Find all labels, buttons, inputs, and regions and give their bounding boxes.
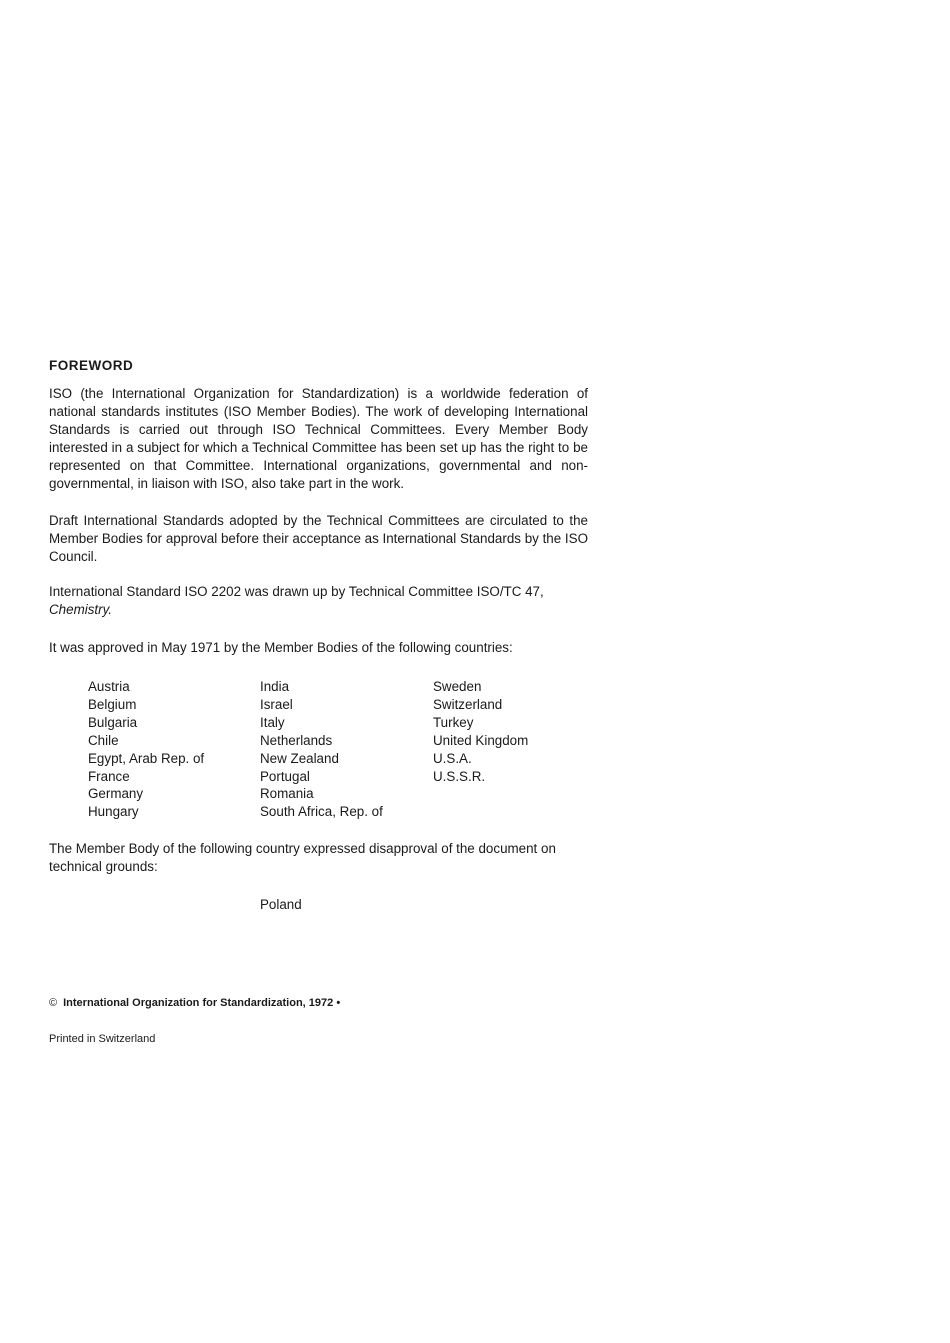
foreword-paragraph-technical-committee xyxy=(49,583,588,619)
copyright-notice xyxy=(49,997,340,1009)
country-item: Switzerland xyxy=(433,696,503,712)
country-item: Israel xyxy=(260,696,293,712)
country-item: India xyxy=(260,679,290,694)
copyright-symbol: © xyxy=(49,997,58,1009)
committee-name: Chemistry. xyxy=(49,601,112,617)
country-item: Portugal xyxy=(260,768,310,784)
country-item: Italy xyxy=(260,714,285,730)
foreword-paragraph-disapproval: The Member Body of the following country expressed disapproval of the document on technical grounds: xyxy=(49,841,556,874)
countries-column-3 xyxy=(433,678,528,785)
country-item: Chile xyxy=(88,732,119,748)
printed-location: Printed in Switzerland xyxy=(49,1033,156,1045)
country-item: Turkey xyxy=(433,714,474,730)
countries-column-2 xyxy=(260,678,383,821)
country-item: Austria xyxy=(88,679,130,694)
disapproving-country: Poland xyxy=(260,897,302,912)
country-item: France xyxy=(88,768,130,784)
foreword-heading: FOREWORD xyxy=(49,358,134,373)
country-item: Hungary xyxy=(88,804,139,820)
foreword-paragraph-approval: It was approved in May 1971 by the Member Bodies of the following countries: xyxy=(49,640,513,655)
country-item: U.S.A. xyxy=(433,750,472,766)
countries-column-1 xyxy=(88,678,204,821)
country-item: South Africa, Rep. of xyxy=(260,804,383,820)
copyright-text: International Organization for Standardization, 1972 • xyxy=(63,997,341,1009)
country-item: Romania xyxy=(260,786,314,802)
foreword-paragraph-draft-standards: Draft International Standards adopted by the Technical Committees are circulated to the Member Bodies for approval before their acceptance as International Standards by the ISO Council. xyxy=(49,513,588,564)
country-item: U.S.S.R. xyxy=(433,768,486,784)
country-item: New Zealand xyxy=(260,750,339,766)
country-item: Bulgaria xyxy=(88,714,138,730)
committee-text: International Standard ISO 2202 was drawn up by Technical Committee ISO/TC 47, xyxy=(49,584,544,599)
country-item: Egypt, Arab Rep. of xyxy=(88,750,205,766)
country-item: Belgium xyxy=(88,696,137,712)
country-item: Sweden xyxy=(433,679,482,694)
country-item: United Kingdom xyxy=(433,732,529,748)
country-item: Germany xyxy=(88,786,144,802)
country-item: Netherlands xyxy=(260,732,333,748)
foreword-paragraph-iso-description: ISO (the International Organization for Standardization) is a worldwide federation of national standards institutes (ISO Member Bodies). The work of developing International Standards is carried out through ISO Technical Committees. Every Member Body interested in a subject for which a Technical Committee has been set up has the right to be represented on that Committee. International organizations, governmental and non-governmental, in liaison with ISO, also take part in the work. xyxy=(49,386,588,491)
